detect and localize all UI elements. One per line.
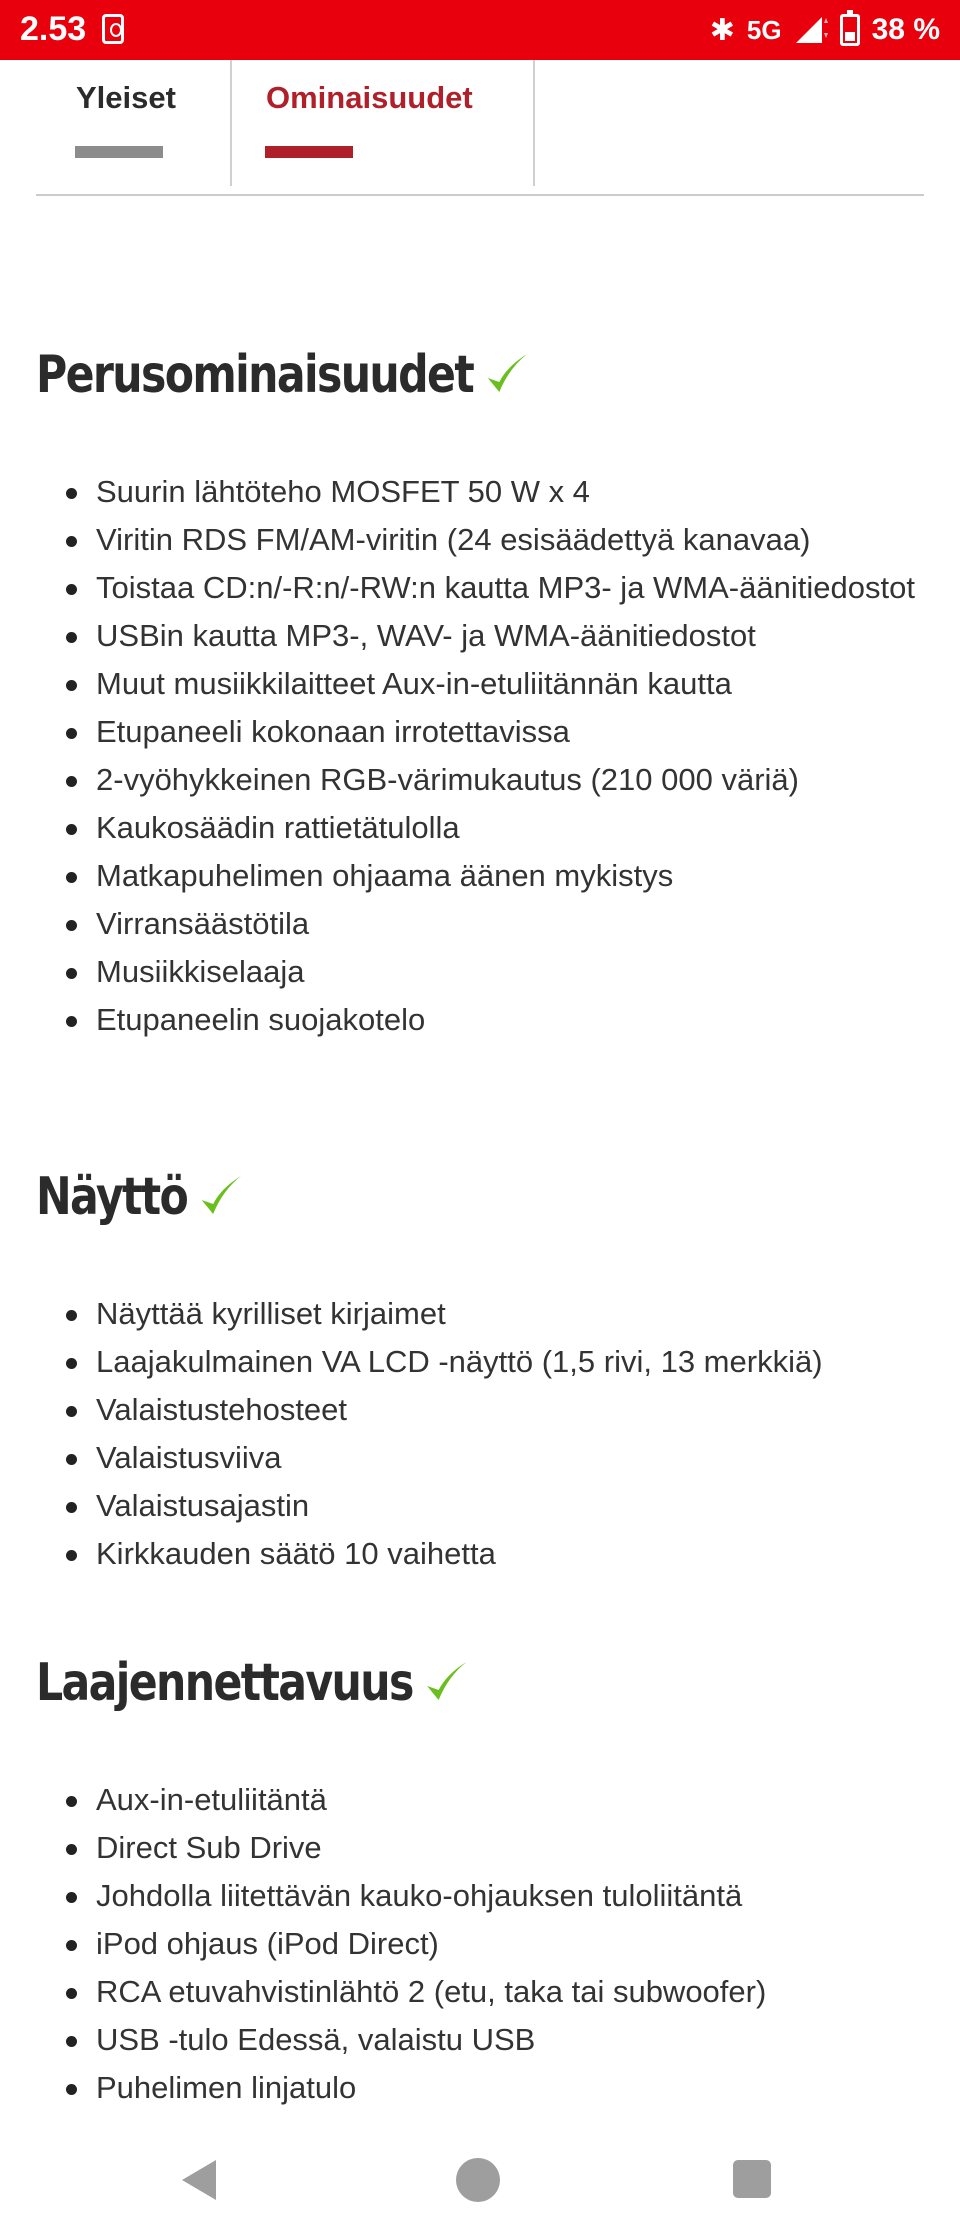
battery-icon bbox=[840, 14, 860, 46]
list-item: Etupaneeli kokonaan irrotettavissa bbox=[36, 708, 916, 756]
list-item: Suurin lähtöteho MOSFET 50 W x 4 bbox=[36, 468, 916, 516]
list-item: RCA etuvahvistinlähtö 2 (etu, taka tai subwoofer) bbox=[36, 1968, 916, 2016]
status-bar bbox=[0, 0, 960, 60]
home-icon[interactable] bbox=[456, 2158, 500, 2202]
tab-ominaisuudet[interactable] bbox=[232, 60, 532, 186]
list-item: Virransäästötila bbox=[36, 900, 916, 948]
list-item: Etupaneelin suojakotelo bbox=[36, 996, 916, 1044]
signal-icon bbox=[794, 15, 828, 45]
tab-label: Ominaisuudet bbox=[266, 80, 473, 115]
list-item: Johdolla liitettävän kauko-ohjauksen tuloliitäntä bbox=[36, 1872, 916, 1920]
status-time: 2.53 bbox=[20, 10, 87, 48]
list-item: Matkapuhelimen ohjaama äänen mykistys bbox=[36, 852, 916, 900]
battery-percentage: 38 % bbox=[871, 13, 940, 46]
list-item: Näyttää kyrilliset kirjaimet bbox=[36, 1290, 916, 1338]
network-type: 5G bbox=[746, 14, 782, 45]
feature-list bbox=[36, 1290, 916, 1578]
section-title: Näyttö bbox=[36, 1167, 188, 1227]
list-item: Valaistusajastin bbox=[36, 1482, 916, 1530]
list-item: Musiikkiselaaja bbox=[36, 948, 916, 996]
section-laajennettavuus bbox=[36, 1648, 924, 2105]
section-heading bbox=[36, 1648, 764, 1718]
tab-indicator bbox=[75, 146, 163, 158]
check-icon bbox=[424, 1658, 468, 1708]
section-title: Perusominaisuudet bbox=[36, 345, 474, 405]
list-item: iPod ohjaus (iPod Direct) bbox=[36, 1920, 916, 1968]
status-icons bbox=[710, 8, 940, 52]
section-title: Laajennettavuus bbox=[36, 1653, 413, 1713]
section-naytto bbox=[36, 1162, 924, 1571]
list-item: Direct Sub Drive bbox=[36, 1824, 916, 1872]
tab-divider bbox=[533, 60, 535, 186]
check-icon bbox=[485, 350, 529, 400]
list-item: Muut musiikkilaitteet Aux-in-etuliitännän kautta bbox=[36, 660, 916, 708]
back-icon[interactable] bbox=[180, 2158, 220, 2202]
list-item: 2-vyöhykkeinen RGB-värimukautus (210 000 väriä) bbox=[36, 756, 916, 804]
bluetooth-icon: ✱ bbox=[709, 13, 735, 47]
list-item: USB -tulo Edessä, valaistu USB bbox=[36, 2016, 916, 2064]
section-heading bbox=[36, 1162, 764, 1232]
tab-label: Yleiset bbox=[76, 80, 176, 115]
feature-list bbox=[36, 468, 916, 1044]
list-item: Valaistusviiva bbox=[36, 1434, 916, 1482]
recents-icon[interactable] bbox=[733, 2160, 771, 2198]
list-item: Toistaa CD:n/-R:n/-RW:n kautta MP3- ja WMA-äänitiedostot bbox=[36, 564, 916, 612]
tab-bar bbox=[36, 60, 924, 196]
list-item: Kirkkauden säätö 10 vaihetta bbox=[36, 1530, 916, 1578]
tab-yleiset[interactable] bbox=[36, 60, 231, 186]
list-item: Kaukosäädin rattietätulolla bbox=[36, 804, 916, 852]
alarm-icon bbox=[102, 14, 124, 44]
check-icon bbox=[199, 1172, 243, 1222]
list-item: USBin kautta MP3-, WAV- ja WMA-äänitiedostot bbox=[36, 612, 916, 660]
list-item: Puhelimen linjatulo bbox=[36, 2064, 916, 2112]
section-heading bbox=[36, 340, 764, 410]
list-item: Laajakulmainen VA LCD -näyttö (1,5 rivi, 13 merkkiä) bbox=[36, 1338, 916, 1386]
list-item: Aux-in-etuliitäntä bbox=[36, 1776, 916, 1824]
feature-list bbox=[36, 1776, 916, 2112]
tab-indicator-active bbox=[265, 146, 353, 158]
navigation-bar bbox=[0, 2130, 960, 2240]
list-item: Viritin RDS FM/AM-viritin (24 esisäädettyä kanavaa) bbox=[36, 516, 916, 564]
section-perusominaisuudet bbox=[36, 340, 924, 1037]
list-item: Valaistustehosteet bbox=[36, 1386, 916, 1434]
